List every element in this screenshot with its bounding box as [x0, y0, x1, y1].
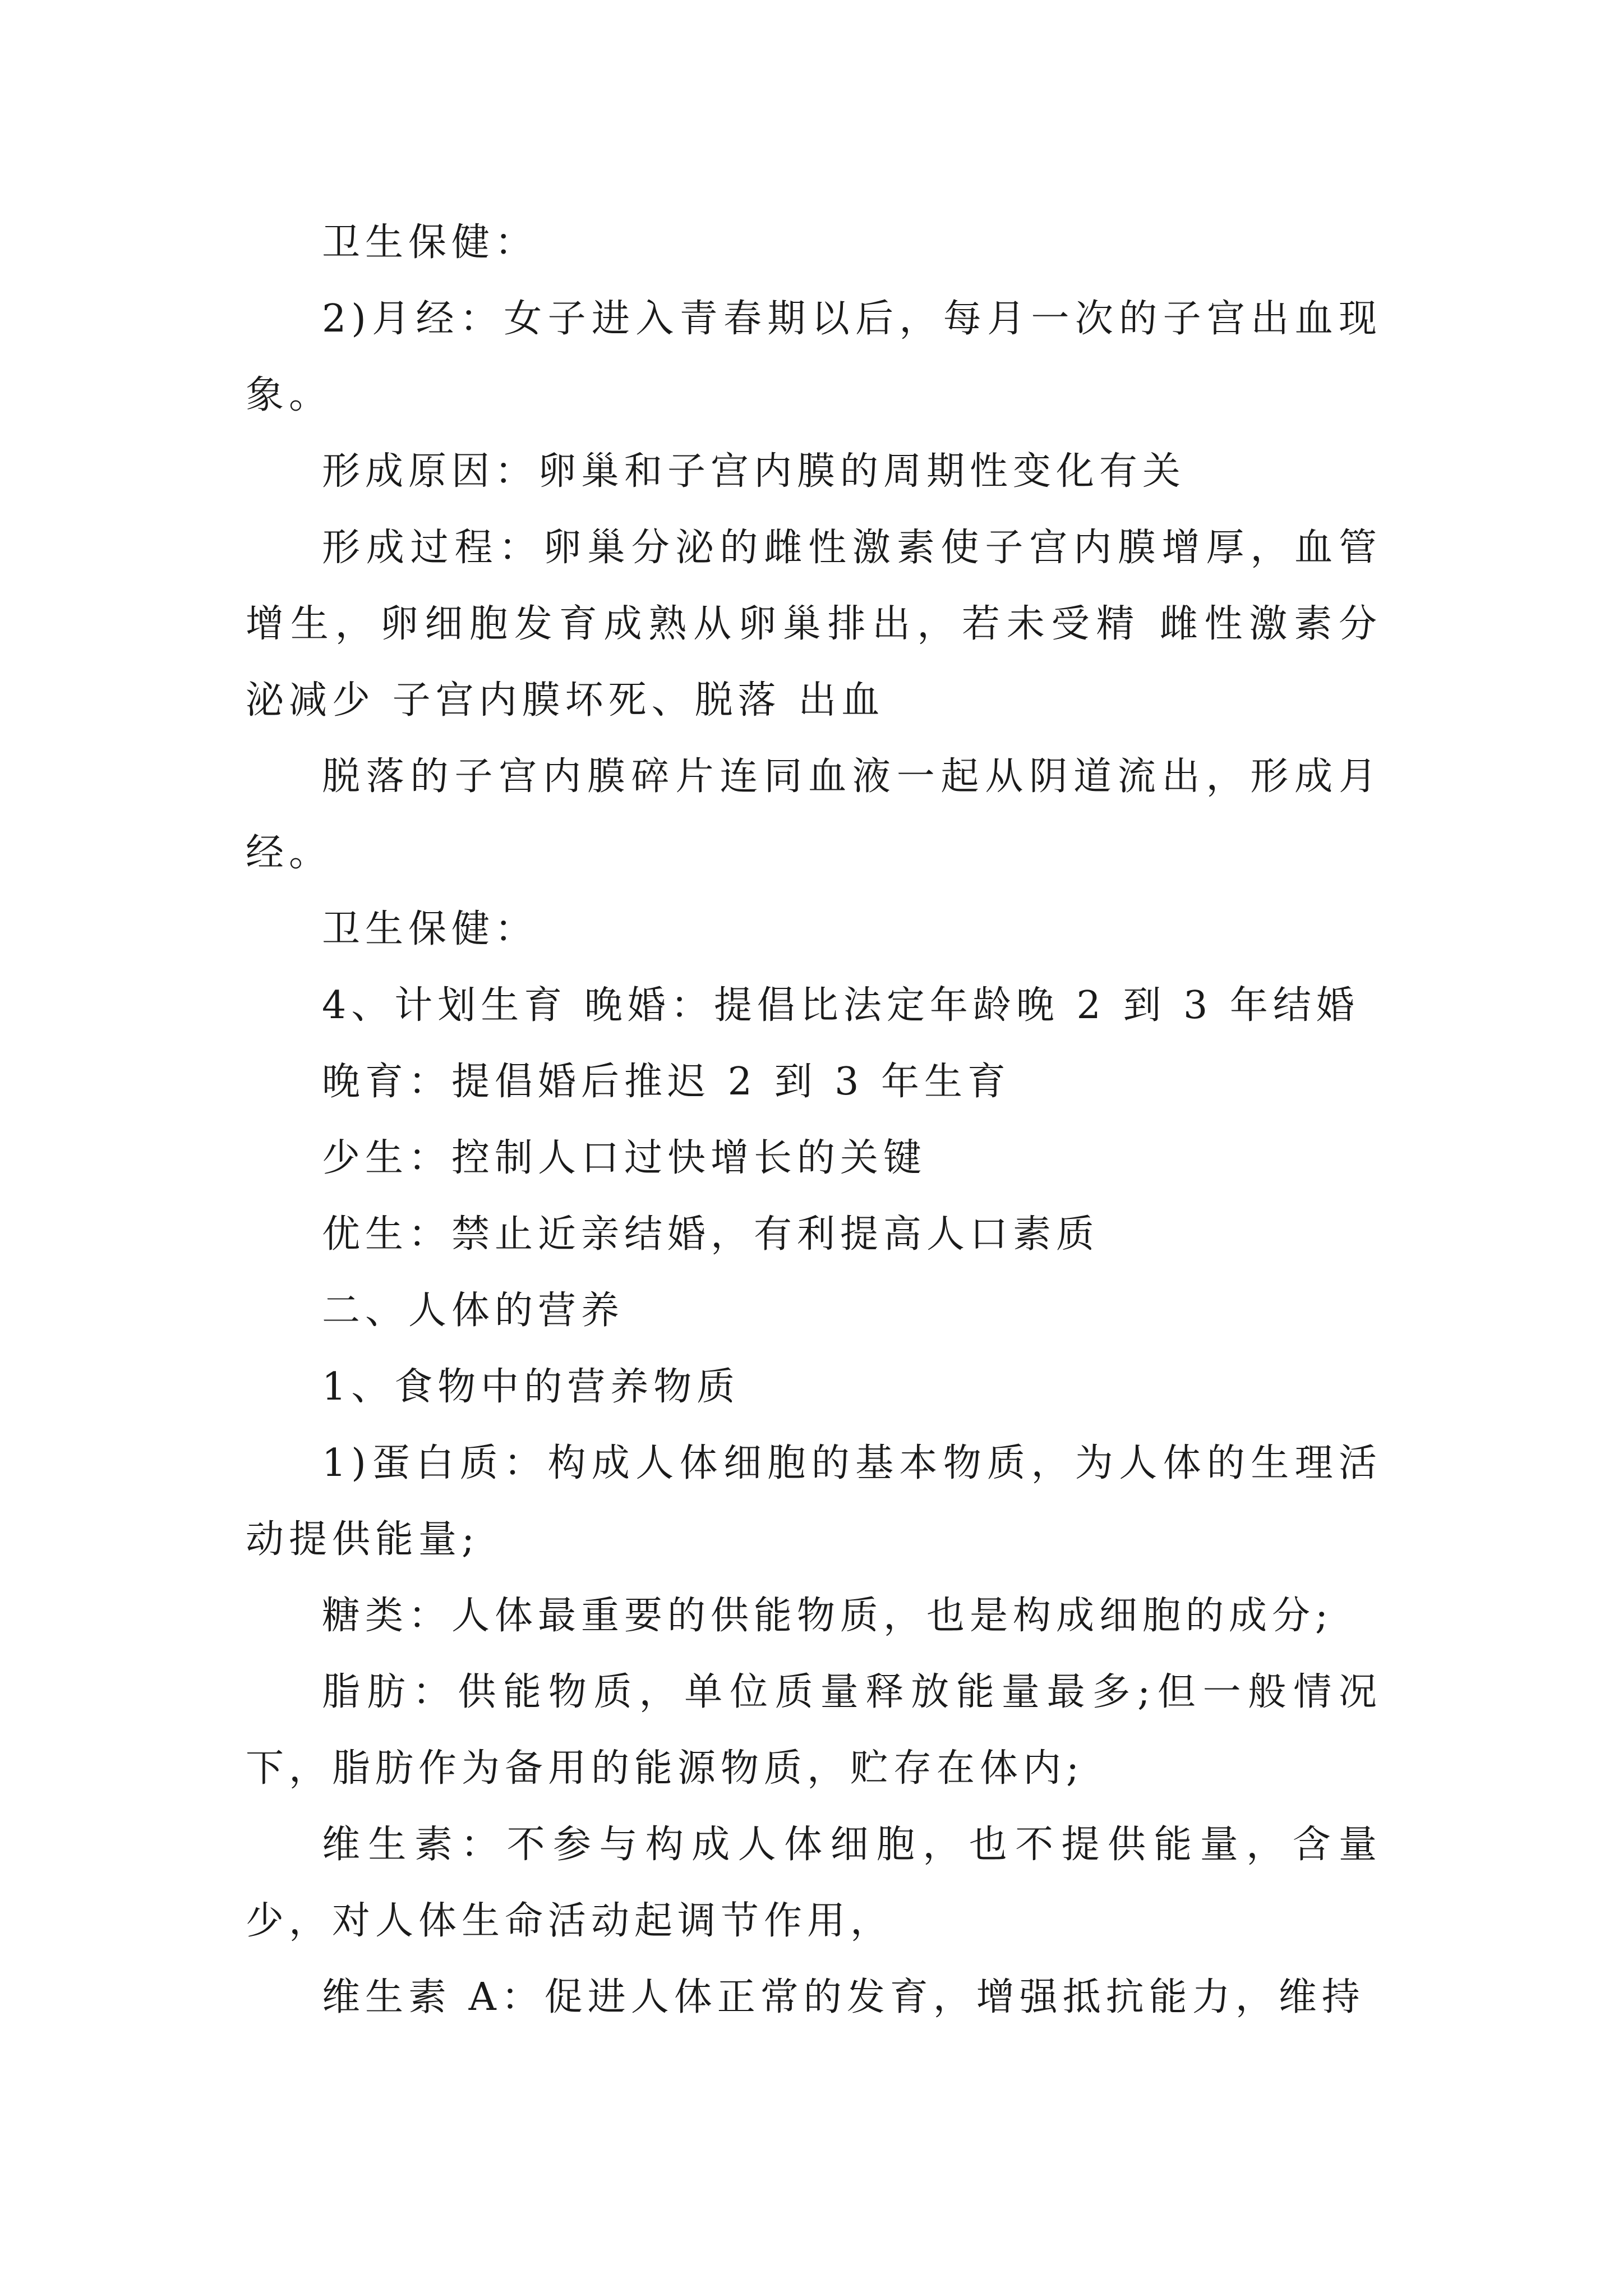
paragraph-eugenics: 优生：禁止近亲结婚，有利提高人口素质 — [322, 1212, 1100, 1257]
paragraph-formation-cause: 形成原因：卵巢和子宫内膜的周期性变化有关 — [322, 449, 1186, 494]
paragraph-fewer-births: 少生：控制人口过快增长的关键 — [322, 1136, 927, 1180]
paragraph-family-planning-late-marriage: 4、计划生育 晚婚：提倡比法定年龄晚 2 到 3 年结婚 — [322, 983, 1359, 1028]
paragraph-menstruation-definition: 2)月经：女子进入青春期以后，每月一次的子宫出血现象。 — [246, 297, 1382, 417]
subsection-heading-nutrients: 1、食物中的营养物质 — [322, 1365, 740, 1409]
paragraph-menstruation-result: 脱落的子宫内膜碎片连同血液一起从阴道流出，形成月经。 — [246, 754, 1382, 875]
paragraph-formation-process: 形成过程：卵巢分泌的雌性激素使子宫内膜增厚，血管增生，卵细胞发育成熟从卵巢排出，若未受精 雌性激素分泌减少 子宫内膜坏死、脱落 出血 — [246, 526, 1382, 723]
paragraph-hygiene-heading: 卫生保健： — [322, 220, 538, 265]
paragraph-late-childbearing: 晚育：提倡婚后推迟 2 到 3 年生育 — [322, 1060, 1011, 1104]
section-heading-nutrition: 二、人体的营养 — [322, 1289, 625, 1333]
paragraph-vitamin-a: 维生素 A：促进人体正常的发育，增强抵抗能力，维持 — [322, 1975, 1365, 2019]
paragraph-fats: 脂肪：供能物质，单位质量释放能量最多;但一般情况下，脂肪作为备用的能源物质，贮存在体内; — [246, 1670, 1382, 1791]
paragraph-protein: 1)蛋白质：构成人体细胞的基本物质，为人体的生理活动提供能量; — [246, 1441, 1382, 1562]
paragraph-hygiene-heading-2: 卫生保健： — [322, 907, 538, 951]
document-body — [246, 205, 1382, 2036]
paragraph-vitamins: 维生素：不参与构成人体细胞，也不提供能量，含量少，对人体生命活动起调节作用， — [246, 1823, 1382, 1943]
paragraph-carbohydrates: 糖类：人体最重要的供能物质，也是构成细胞的成分; — [322, 1594, 1333, 1638]
